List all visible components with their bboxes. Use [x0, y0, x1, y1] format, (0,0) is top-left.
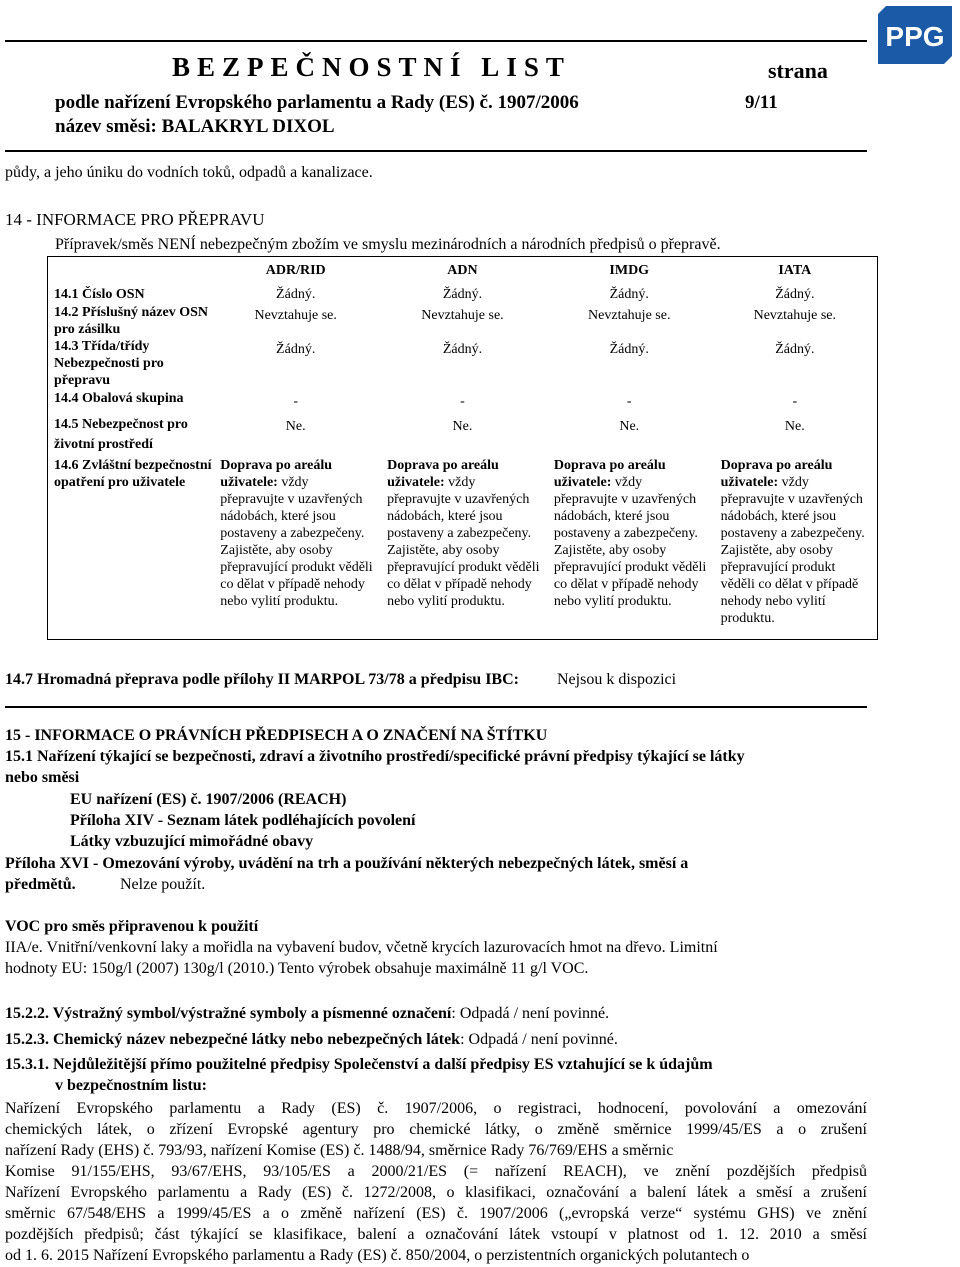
- hazard-class-iata: Žádný.: [775, 341, 815, 357]
- packing-group-adr: -: [293, 393, 299, 409]
- ppg-logo: [878, 6, 952, 64]
- col-header-iata: IATA: [778, 262, 812, 278]
- special-adr-bold: Doprava po areálu uživatele:: [220, 457, 333, 490]
- body-line: pozdějších předpisů; část týkající se klasifikace, balení a označování látek vstoupí v platnost od 1. 12. 2010 a směsí: [5, 1226, 867, 1243]
- label-shipping-name: 14.2 Příslušný název OSN pro zásilku: [54, 304, 209, 337]
- row-shipping-name: [48, 304, 878, 338]
- s1522-row: [5, 1005, 609, 1023]
- hazard-class-imdg: Žádný.: [609, 341, 649, 357]
- col-header-adn: ADN: [447, 262, 478, 278]
- s1523-label: 15.2.3. Chemický název nebezpečné látky nebo nebezpečných látek: [5, 1031, 461, 1048]
- s1531-line1: 15.3.1. Nejdůležitější přímo použitelné předpisy Společenství a další předpisy ES vztahující se k údajům: [5, 1056, 713, 1073]
- section15-title: 15 - INFORMACE O PRÁVNÍCH PŘEDPISECH A O ZNAČENÍ NA ŠTÍTKU: [5, 727, 548, 744]
- env-hazard-iata: Ne.: [784, 418, 805, 434]
- body-line: Nařízení Evropského parlamentu a Rady (ES) č. 1907/2006, o registraci, hodnocení, povolování a omezování: [5, 1100, 867, 1117]
- special-iata-bold: Doprava po areálu uživatele:: [720, 457, 833, 490]
- voc-line2: hodnoty EU: 150g/l (2007) 130g/l (2010.) Tento výrobek obsahuje maximálně 11 g/l VOC.: [5, 960, 589, 977]
- body-line: nařízení Rady (EHS) č. 793/93, nařízení Komise (ES) č. 1488/94, směrnice Rady 76/769/EHS a směrnic: [5, 1142, 674, 1159]
- un-number-imdg: Žádný.: [609, 286, 649, 302]
- row-hazard-class: [48, 338, 878, 390]
- special-imdg: [546, 455, 713, 640]
- body-line: chemických látek, o zřízení Evropské agentury pro chemické látky, o změně směrnice 1999/45/ES a o zrušení: [5, 1121, 867, 1138]
- s151-line2: nebo směsi: [5, 769, 80, 786]
- hazard-class-adn: Žádný.: [442, 341, 483, 357]
- row-special-precautions: [48, 455, 878, 640]
- label-packing-group: 14.4 Obalová skupina: [54, 390, 184, 406]
- label-special-precautions: 14.6 Zvláštní bezpečnostní opatření pro uživatele: [54, 457, 212, 490]
- regulation-line: podle nařízení Evropského parlamentu a Rady (ES) č. 1907/2006: [55, 92, 579, 113]
- special-iata-text: vždy přepravujte v uzavřených nádobách, které jsou postaveny a zabezpečeny. Zajistěte, aby osoby přepravující produkt věděli co dělat v případě nehody nebo vylití produktu.: [720, 474, 865, 626]
- label-hazard-class: 14.3 Třída/třídy Nebezpečnosti pro přepravu: [54, 338, 164, 388]
- logo-text: PPG: [885, 21, 945, 52]
- annex14: Příloha XIV - Seznam látek podléhajících povolení: [70, 812, 416, 829]
- page-number: 9/11: [745, 92, 778, 113]
- shipping-name-iata: Nevztahuje se.: [753, 307, 837, 323]
- s1523-value: : Odpadá / není povinné.: [460, 1031, 618, 1048]
- row-env-hazard: [48, 412, 878, 455]
- label-un-number: 14.1 Číslo OSN: [54, 286, 145, 302]
- mixture-name: název směsi: BALAKRYL DIXOL: [55, 116, 335, 137]
- hazard-class-adr: Žádný.: [276, 341, 316, 357]
- col-header-adr: ADR/RID: [265, 262, 326, 278]
- shipping-name-imdg: Nevztahuje se.: [588, 307, 671, 323]
- annex17-line2: předmětů.: [5, 876, 76, 893]
- body-line: Komise 91/155/EHS, 93/67/EHS, 93/105/ES a 2000/21/ES (= nařízení REACH), ve znění pozdějších předpisů: [5, 1163, 867, 1180]
- col-header-imdg: IMDG: [609, 262, 650, 278]
- special-adr: [212, 455, 379, 640]
- document-title: BEZPEČNOSTNÍ LIST: [172, 52, 571, 82]
- env-hazard-adn: Ne.: [452, 418, 473, 434]
- body-line: směrnic 67/548/EHS a 1999/45/ES a o změně nařízení (ES) č. 1907/2006 („evropská verze“ systému GHS) ve znění: [5, 1205, 867, 1222]
- env-hazard-imdg: Ne.: [619, 418, 640, 434]
- special-iata: [713, 455, 878, 640]
- svhc: Látky vzbuzující mimořádné obavy: [70, 833, 314, 850]
- env-hazard-adr: Ne.: [285, 418, 306, 434]
- shipping-name-adr: Nevztahuje se.: [254, 307, 337, 323]
- continuation-text: půdy, a jeho úniku do vodních toků, odpadů a kanalizace.: [5, 164, 373, 181]
- un-number-adn: Žádný.: [442, 286, 483, 302]
- regulations-paragraph: [5, 1098, 867, 1266]
- voc-line1: IIA/e. Vnitřní/venkovní laky a mořidla na vybavení budov, včetně krycích lazurovacích hmot na dřevo. Limitní: [5, 939, 718, 956]
- body-line: Nařízení Evropského parlamentu a Rady (ES) č. 1272/2008, o klasifikaci, označování a balení látek a směsí a zrušení: [5, 1184, 867, 1201]
- special-adn-text: vždy přepravujte v uzavřených nádobách, které jsou postaveny a zabezpečeny. Zajistěte, aby osoby přepravující produkt věděli co dělat v případě nehody nebo vylití produktu.: [387, 474, 540, 609]
- s1523-row: [5, 1031, 618, 1049]
- s1522-label: 15.2.2. Výstražný symbol/výstražné symboly a písmenné označení: [5, 1005, 452, 1022]
- packing-group-imdg: -: [626, 393, 632, 409]
- row-packing-group: [48, 390, 878, 412]
- row-un-number: [48, 284, 878, 304]
- reach-regulation: EU nařízení (ES) č. 1907/2006 (REACH): [70, 791, 347, 808]
- s1522-value: : Odpadá / není povinné.: [451, 1005, 610, 1022]
- header-top-rule: [5, 40, 867, 42]
- annex17-line1: Příloha XVI - Omezování výroby, uvádění na trh a používání některých nebezpečných látek, směsí a: [5, 855, 689, 872]
- un-number-adr: Žádný.: [276, 286, 316, 302]
- s1531-line2: v bezpečnostním listu:: [55, 1077, 207, 1094]
- un-number-iata: Žádný.: [775, 286, 815, 302]
- body-line: od 1. 6. 2015 Nařízení Evropského parlamentu a Rady (ES) č. 850/2004, o perzistentních organických polutantech o: [5, 1247, 750, 1264]
- transport-table: [47, 256, 878, 640]
- marpol-value: Nejsou k dispozici: [557, 671, 677, 688]
- special-adn-bold: Doprava po areálu uživatele:: [387, 457, 499, 490]
- shipping-name-adn: Nevztahuje se.: [421, 307, 504, 323]
- voc-title: VOC pro směs připravenou k použití: [5, 918, 259, 935]
- special-adn: [379, 455, 546, 640]
- header-bottom-rule: [5, 150, 867, 152]
- packing-group-adn: -: [460, 393, 465, 409]
- marpol-label: 14.7 Hromadná přeprava podle přílohy II MARPOL 73/78 a předpisu IBC:: [5, 671, 519, 688]
- section15-rule: [5, 706, 867, 708]
- packing-group-iata: -: [792, 393, 798, 409]
- s151-line1: 15.1 Nařízení týkající se bezpečnosti, zdraví a životního prostředí/specifické právní předpisy týkající se látky: [5, 748, 745, 765]
- page-label: strana: [768, 58, 828, 83]
- annex17-value: Nelze použít.: [120, 876, 206, 893]
- special-adr-text: vždy přepravujte v uzavřených nádobách, které jsou postaveny a zabezpečeny. Zajistěte, aby osoby přepravující produkt věděli co dělat v případě nehody nebo vylití produktu.: [220, 474, 373, 609]
- special-imdg-text: vždy přepravujte v uzavřených nádobách, které jsou postaveny a zabezpečeny. Zajistěte, aby osoby přepravující produkt věděli co dělat v případě nehody nebo vylití produktu.: [553, 474, 707, 609]
- label-env-hazard: 14.5 Nebezpečnost pro životní prostředí: [54, 416, 188, 452]
- section14-title: 14 - INFORMACE PRO PŘEPRAVU: [5, 210, 265, 229]
- special-imdg-bold: Doprava po areálu uživatele:: [553, 457, 666, 490]
- section14-intro: Přípravek/směs NENÍ nebezpečným zbožím ve smyslu mezinárodních a národních předpisů o přepravě.: [55, 236, 721, 253]
